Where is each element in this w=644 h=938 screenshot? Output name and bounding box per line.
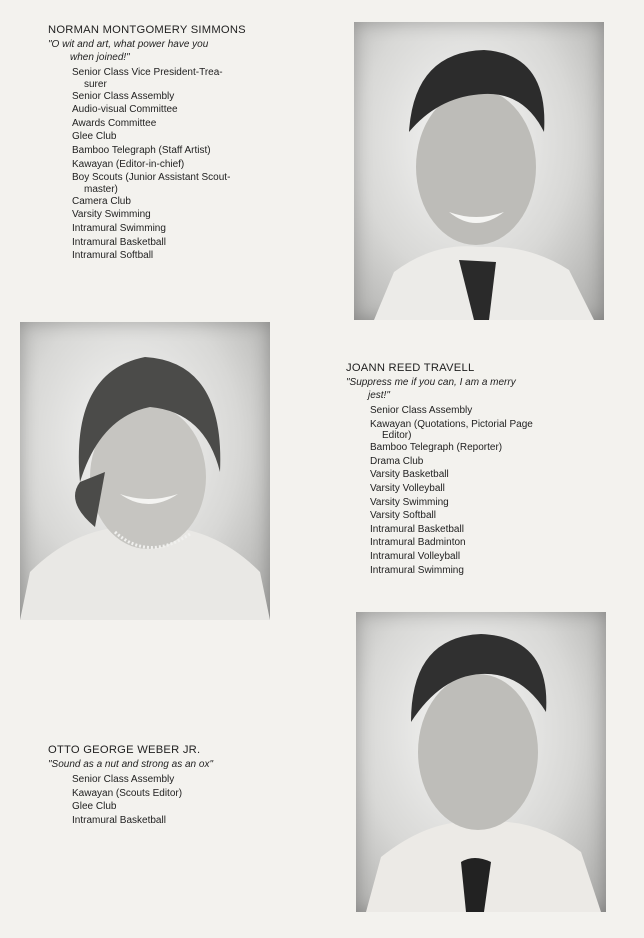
student-quote: "Suppress me if you can, I am a merry jest!"	[346, 377, 516, 401]
activity-item: Audio-visual Committee	[72, 104, 178, 116]
activity-item: Kawayan (Quotations, Pictorial Page Editor)	[370, 418, 533, 442]
activity-item: Varsity Basketball	[370, 469, 449, 481]
activity-item: Senior Class Assembly	[72, 90, 175, 102]
portrait-photo-simmons	[354, 22, 604, 320]
activity-item: Intramural Badminton	[370, 537, 466, 549]
student-entry-weber	[48, 744, 288, 827]
activity-item: Boy Scouts (Junior Assistant Scout- master)	[72, 172, 231, 195]
activity-item: Senior Class Assembly	[370, 405, 473, 416]
activity-item: Bamboo Telegraph (Staff Artist)	[72, 144, 211, 156]
activity-item: Intramural Volleyball	[370, 550, 461, 562]
activity-item: Intramural Softball	[72, 250, 154, 262]
activity-item: Kawayan (Scouts Editor)	[72, 787, 183, 799]
activity-item: Intramural Swimming	[72, 222, 166, 234]
activity-item: Kawayan (Editor-in-chief)	[72, 158, 185, 170]
activity-item: Varsity Softball	[370, 510, 436, 522]
activity-item: Awards Committee	[72, 117, 157, 129]
activity-item: Intramural Basketball	[72, 236, 166, 248]
activities-list	[48, 66, 248, 263]
activity-item: Glee Club	[72, 131, 117, 143]
activity-item: Varsity Swimming	[72, 209, 151, 221]
activity-item: Intramural Basketball	[370, 523, 464, 535]
student-entry-simmons	[48, 24, 248, 263]
student-quote: "O wit and art, what power have you when joined!"	[48, 39, 209, 63]
student-name: JOANN REED TRAVELL	[346, 362, 475, 374]
activity-item: Intramural Swimming	[370, 564, 464, 576]
activity-item: Varsity Swimming	[370, 496, 449, 508]
activity-item: Varsity Volleyball	[370, 482, 445, 494]
student-name: OTTO GEORGE WEBER JR.	[48, 744, 201, 756]
student-entry-travell	[346, 362, 546, 577]
student-quote: "Sound as a nut and strong as an ox"	[48, 759, 213, 770]
activity-item: Bamboo Telegraph (Reporter)	[370, 442, 503, 454]
activities-list	[48, 773, 288, 827]
activities-list	[346, 404, 546, 577]
activity-item: Intramural Basketball	[72, 814, 166, 826]
activity-item: Camera Club	[72, 195, 131, 207]
activity-item: Senior Class Assembly	[72, 774, 175, 785]
activity-item: Glee Club	[72, 801, 117, 813]
student-name: NORMAN MONTGOMERY SIMMONS	[48, 24, 246, 36]
activity-item: Senior Class Vice President-Trea- surer	[72, 67, 223, 90]
portrait-photo-travell	[20, 322, 270, 620]
portrait-photo-weber	[356, 612, 606, 912]
activity-item: Drama Club	[370, 455, 424, 467]
